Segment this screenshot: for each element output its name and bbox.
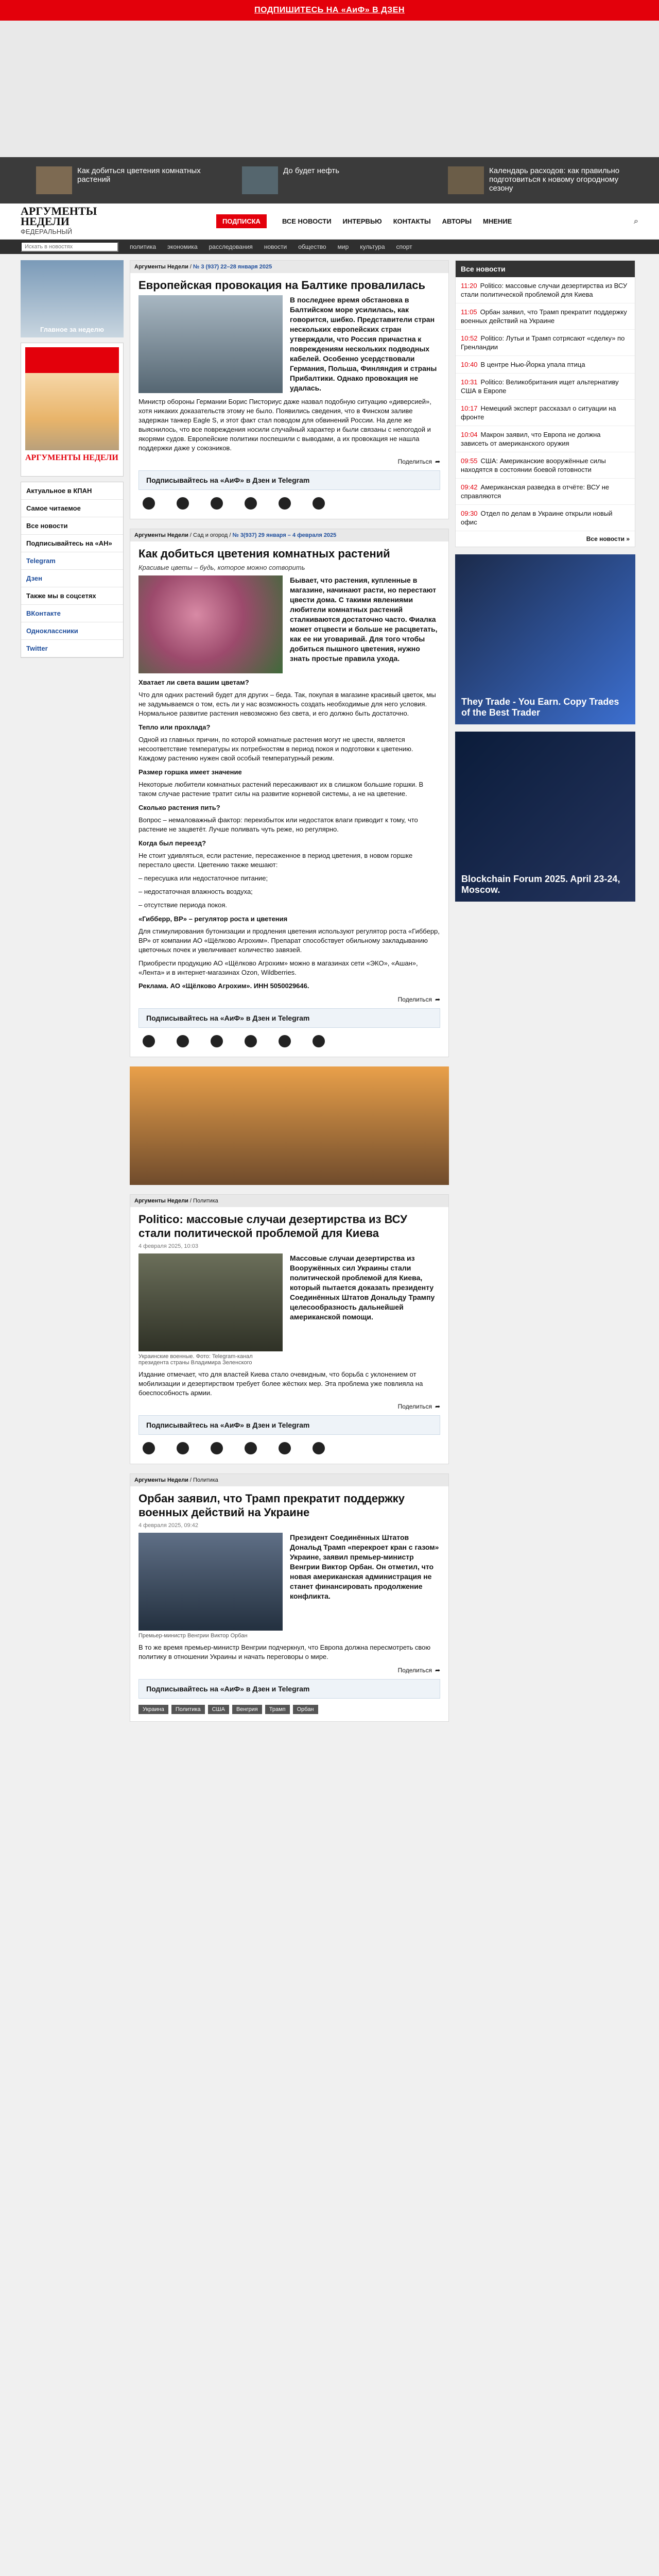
twitter-icon[interactable] (245, 1442, 257, 1454)
sidebar-photo[interactable]: Главное за неделю (21, 260, 124, 337)
telegram-promo[interactable]: Подписывайтесь на «АиФ» в Дзен и Telegram (138, 1008, 440, 1028)
nav-all-news[interactable]: ВСЕ НОВОСТИ (282, 217, 332, 225)
ok-icon[interactable] (177, 1035, 189, 1047)
article-lead: В последнее время обстановка в Балтийском море усилилась, как говорится, шибко. Представители стран нескольких европейских стран утверждали, что Россия причастна к повреждениям нескольких подводных кабелей. Особенно усердствовали Германия, Польша, Финляндия и страны Прибалтики. Однако провокация не удалась. (290, 296, 437, 392)
promo-item[interactable]: Календарь расходов: как правильно подготовиться к новому огородному сезону (448, 166, 623, 194)
share-control[interactable]: Поделиться ➦ (397, 996, 440, 1003)
vk-icon[interactable] (143, 497, 155, 510)
section-heading: Сколько растения пить? (138, 804, 220, 811)
top-subscribe-bar (0, 0, 659, 21)
article-card (130, 529, 449, 1057)
rubric-item[interactable]: мир (337, 243, 349, 250)
article-title[interactable]: Орбан заявил, что Трамп прекратит поддержку военных действий на Украине (138, 1492, 405, 1519)
article-card (130, 1473, 449, 1722)
article-paragraph: Для стимулирования бутонизации и продления цветения используют регулятор роста «Гибберр, ВР» от компании АО «Щёлково Агрохим». Препарат способствует обильному закладыванию цветочных почек и увеличивает количество завязей. (138, 927, 440, 954)
nav-interviews[interactable]: ИНТЕРВЬЮ (342, 217, 382, 225)
sidebar-item[interactable]: Актуальное в КПАН (21, 482, 123, 500)
list-item: – недостаточная влажность воздуха; (138, 888, 253, 895)
share-icon: ➦ (435, 458, 440, 465)
section-heading: Хватает ли света вашим цветам? (138, 679, 249, 686)
news-feed (455, 260, 635, 547)
telegram-icon[interactable] (211, 1035, 223, 1047)
ad-banner[interactable]: They Trade - You Earn. Copy Trades of the Best Trader (455, 554, 635, 724)
main-column (130, 260, 449, 1731)
article-title[interactable]: Как добиться цветения комнатных растений (138, 547, 390, 560)
telegram-promo[interactable]: Подписывайтесь на «АиФ» в Дзен и Telegram (138, 1415, 440, 1435)
promo-item[interactable]: Как добиться цветения комнатных растений (36, 166, 211, 194)
article-paragraph: Не стоит удивляться, если растение, пересаженное в период цветения, в новом горшке перестало цвести. Цветению также мешают: (138, 852, 413, 869)
news-feed-title[interactable]: Все новости (456, 261, 635, 277)
ad-placeholder (0, 21, 659, 157)
list-item: – пересушка или недостаточное питание; (138, 874, 268, 882)
article-paragraph: Что для одних растений будет для других – беда. Так, покупая в магазине красивый цветок, мы не задумываемся о том, есть ли у нас возможность создать необходимые для него условия. Нормальное развитие растения невозможно без света, и его должно быть достаточно. (138, 691, 436, 717)
tag[interactable]: Трамп (265, 1705, 290, 1714)
article-body: Издание отмечает, что для властей Киева стало очевидным, что борьба с уклонением от мобилизации и дезертирством требует более жёстких мер. Эта проблема уже повлияла на боеспособность армии. (138, 1370, 423, 1397)
telegram-promo[interactable]: Подписывайтесь на «АиФ» в Дзен и Telegram (138, 1679, 440, 1699)
article-title[interactable]: Politico: массовые случаи дезертирства из ВСУ стали политической проблемой для Киева (138, 1213, 407, 1240)
rubric-item[interactable]: политика (130, 243, 156, 250)
tag[interactable]: Орбан (293, 1705, 318, 1714)
facebook-icon[interactable] (279, 1035, 291, 1047)
all-news-link[interactable]: Все новости » (586, 535, 630, 543)
facebook-icon[interactable] (279, 1442, 291, 1454)
main-nav (282, 217, 512, 225)
article-image (138, 575, 283, 673)
breadcrumb: Аргументы Недели / Сад и огород / № 3(937) 29 января – 4 февраля 2025 (130, 529, 448, 541)
promo-thumb (36, 166, 72, 194)
article-title[interactable]: Европейская провокация на Балтике провалилась (138, 279, 426, 292)
article-image: Украинские военные. Фото: Telegram-канал президента страны Владимира Зеленского (138, 1253, 283, 1366)
rubric-bar (0, 240, 659, 254)
rubric-item[interactable]: экономика (167, 243, 198, 250)
news-item[interactable]: 09:42 Американская разведка в отчёте: ВСУ не справляются (456, 479, 635, 505)
nav-opinion[interactable]: МНЕНИЕ (483, 217, 512, 225)
telegram-icon[interactable] (211, 497, 223, 510)
share-control[interactable]: Поделиться ➦ (397, 1403, 440, 1410)
section-heading: Размер горшка имеет значение (138, 768, 242, 776)
sidebar-item[interactable]: Подписывайтесь на «АН» (21, 535, 123, 552)
tag[interactable]: Политика (171, 1705, 205, 1714)
sidebar-item[interactable]: Одноклассники (21, 622, 123, 640)
news-item[interactable]: 10:31 Politico: Великобритания ищет альтернативу США в Европе (456, 374, 635, 400)
zen-subscribe-link[interactable]: ПОДПИШИТЕСЬ НА «АиФ» В ДЗЕН (254, 6, 405, 14)
article-body: Министр обороны Германии Борис Писториус даже назвал подобную ситуацию «диверсией», хотя никаких доказательств этому не было. Появились сведения, что в Финском заливе задержан танкер Eagle S, и этот факт стал поводом для обвинений России. На деле же выяснилось, что все повреждения носили случайный характер и были связаны с непогодой и якорями судов. Европейские политики поспешили с выводами, а их провокация не нашла поддержки даже у союзников. (138, 398, 431, 452)
sidebar-item[interactable]: Также мы в соцсетях (21, 587, 123, 605)
share-icon: ➦ (435, 1667, 440, 1674)
rubric-item[interactable]: расследования (209, 243, 253, 250)
article-date: 4 февраля 2025, 10:03 (138, 1243, 198, 1249)
sidebar-item[interactable]: Дзен (21, 570, 123, 587)
article-card (130, 260, 449, 519)
news-item[interactable]: 09:30 Отдел по делам в Украине открыли новый офис (456, 505, 635, 531)
promo-thumb (242, 166, 278, 194)
subscribe-button[interactable]: ПОДПИСКА (216, 214, 267, 228)
news-item[interactable]: 09:55 США: Американские вооружённые силы находятся в состоянии боевой готовности (456, 452, 635, 479)
promo-strip (0, 157, 659, 204)
tag-list (138, 1705, 440, 1714)
tag[interactable]: США (208, 1705, 229, 1714)
nav-contacts[interactable]: КОНТАКТЫ (393, 217, 431, 225)
news-item[interactable]: 11:20 Politico: массовые случаи дезертирства из ВСУ стали политической проблемой для Киева (456, 277, 635, 303)
twitter-icon[interactable] (245, 1035, 257, 1047)
sidebar-item[interactable]: Все новости (21, 517, 123, 535)
telegram-promo[interactable]: Подписывайтесь на «АиФ» в Дзен и Telegram (138, 470, 440, 490)
right-sidebar (455, 260, 635, 1731)
social-row (138, 1435, 440, 1456)
share-icon: ➦ (435, 1403, 440, 1410)
rubric-item[interactable]: общество (298, 243, 326, 250)
left-sidebar (21, 260, 124, 1731)
article-paragraph: Некоторые любители комнатных растений пересаживают их в слишком большие горшки. В таком случае растение тратит силы на развитие корневой системы, а не на цветение. (138, 781, 424, 798)
article-paragraph: Одной из главных причин, по которой комнатные растения могут не цвести, является несоответствие температуры их потребностям в период покоя и подготовки к цветению. Каждому растению нужен свой особый температурный режим. (138, 736, 413, 762)
social-row (138, 490, 440, 512)
article-lead: Бывает, что растения, купленные в магазине, начинают расти, но перестают цвести дома. С такими явлениями любители комнатных растений сталкиваются достаточно часто. Фиалка может отцвести и больше не расцветать, как ее ни уговаривай. Для того чтобы добиться пышного цветения, нужно знать простые правила ухода. (290, 576, 438, 663)
promo-item[interactable]: До будет нефть (242, 166, 417, 194)
rubric-item[interactable]: новости (264, 243, 287, 250)
news-item[interactable]: 10:04 Макрон заявил, что Европа не должна зависеть от американского оружия (456, 426, 635, 452)
email-icon[interactable] (313, 1035, 325, 1047)
ad-disclaimer: Реклама. АО «Щёлково Агрохим». ИНН 5050029646. (138, 982, 309, 990)
vk-icon[interactable] (143, 1442, 155, 1454)
article-lead: Массовые случаи дезертирства из Вооружённых сил Украины стали политической проблемой для Киева, который пытается доказать президенту Соединённых Штатов Дональду Трампу целесообразность дальнейшей американской помощи. (290, 1254, 435, 1321)
article-date: 4 февраля 2025, 09:42 (138, 1522, 198, 1529)
ok-icon[interactable] (177, 497, 189, 510)
sidebar-menu (21, 482, 124, 658)
list-item: – отсутствие периода покоя. (138, 901, 227, 909)
article-image (138, 295, 283, 393)
ok-icon[interactable] (177, 1442, 189, 1454)
cover-image (25, 347, 119, 450)
search-input[interactable] (21, 242, 118, 252)
issue-link[interactable]: № 3 (937) 22–28 января 2025 (193, 264, 272, 270)
telegram-icon[interactable] (211, 1442, 223, 1454)
search-icon[interactable]: ⌕ (634, 216, 638, 226)
sidebar-item[interactable]: Самое читаемое (21, 500, 123, 517)
sidebar-item[interactable]: Twitter (21, 640, 123, 657)
news-item[interactable]: 10:17 Немецкий эксперт рассказал о ситуации на фронте (456, 400, 635, 426)
article-body: В то же время премьер-министр Венгрии подчеркнул, что Европа должна пересмотреть свою политику в отношении Украины и начать переговоры о мире. (138, 1643, 431, 1660)
site-logo[interactable]: АРГУМЕНТЫ НЕДЕЛИ ФЕДЕРАЛЬНЫЙ (21, 204, 97, 235)
rubric-item[interactable]: культура (360, 243, 385, 250)
article-paragraph: Приобрести продукцию АО «Щёлково Агрохим» можно в магазинах сети «ЭКО», «Ашан», «Лента» и в интернет-магазинах Ozon, Wildberries. (138, 959, 418, 976)
section-heading: «Гибберр, ВР» – регулятор роста и цветения (138, 915, 288, 923)
vk-icon[interactable] (143, 1035, 155, 1047)
email-icon[interactable] (313, 1442, 325, 1454)
share-icon: ➦ (435, 996, 440, 1003)
article-image: Премьер-министр Венгрии Виктор Орбан (138, 1533, 283, 1639)
section-heading: Тепло или прохлада? (138, 723, 211, 731)
promo-thumb (448, 166, 484, 194)
tag[interactable]: Украина (138, 1705, 168, 1714)
social-row (138, 1028, 440, 1049)
site-header (0, 204, 659, 240)
tag[interactable]: Венгрия (232, 1705, 262, 1714)
rubric-item[interactable]: спорт (396, 243, 412, 250)
nav-authors[interactable]: АВТОРЫ (442, 217, 472, 225)
magazine-cover[interactable]: АРГУМЕНТЫ НЕДЕЛИ (21, 343, 124, 477)
facebook-icon[interactable] (279, 497, 291, 510)
article-paragraph: Вопрос – немаловажный фактор: переизбыток или недостаток влаги приводит к тому, что растение не зацветёт. Лучше поливать чуть реже, но регулярно. (138, 816, 418, 833)
article-subtitle: Красивые цветы – будь, которое можно сотворить (138, 564, 305, 571)
breadcrumb: Аргументы Недели / № 3 (937) 22–28 января 2025 (130, 261, 448, 273)
article-lead: Президент Соединённых Штатов Дональд Трамп «перекроет кран с газом» Украине, заявил премьер-министр Венгрии Виктор Орбан. Он отметил, что новая американская администрация не станет финансировать продолжение конфликта. (290, 1533, 439, 1600)
news-item[interactable]: 10:40 В центре Нью-Йорка упала птица (456, 356, 635, 374)
sidebar-item[interactable]: Telegram (21, 552, 123, 570)
share-control[interactable]: Поделиться ➦ (397, 1667, 440, 1674)
twitter-icon[interactable] (245, 497, 257, 510)
section-heading: Когда был переезд? (138, 839, 206, 847)
ad-image[interactable] (130, 1066, 449, 1185)
news-item[interactable]: 10:52 Politico: Лутьи и Трамп сотрясают «сделку» по Гренландии (456, 330, 635, 356)
share-control[interactable]: Поделиться ➦ (397, 458, 440, 465)
sidebar-item[interactable]: ВКонтакте (21, 605, 123, 622)
issue-link[interactable]: № 3(937) 29 января – 4 февраля 2025 (232, 532, 337, 538)
breadcrumb: Аргументы Недели / Политика (130, 1474, 448, 1486)
email-icon[interactable] (313, 497, 325, 510)
ad-banner[interactable]: Blockchain Forum 2025. April 23-24, Moscow. (455, 732, 635, 902)
article-card (130, 1194, 449, 1464)
news-item[interactable]: 11:05 Орбан заявил, что Трамп прекратит поддержку военных действий на Украине (456, 303, 635, 330)
breadcrumb: Аргументы Недели / Политика (130, 1195, 448, 1207)
